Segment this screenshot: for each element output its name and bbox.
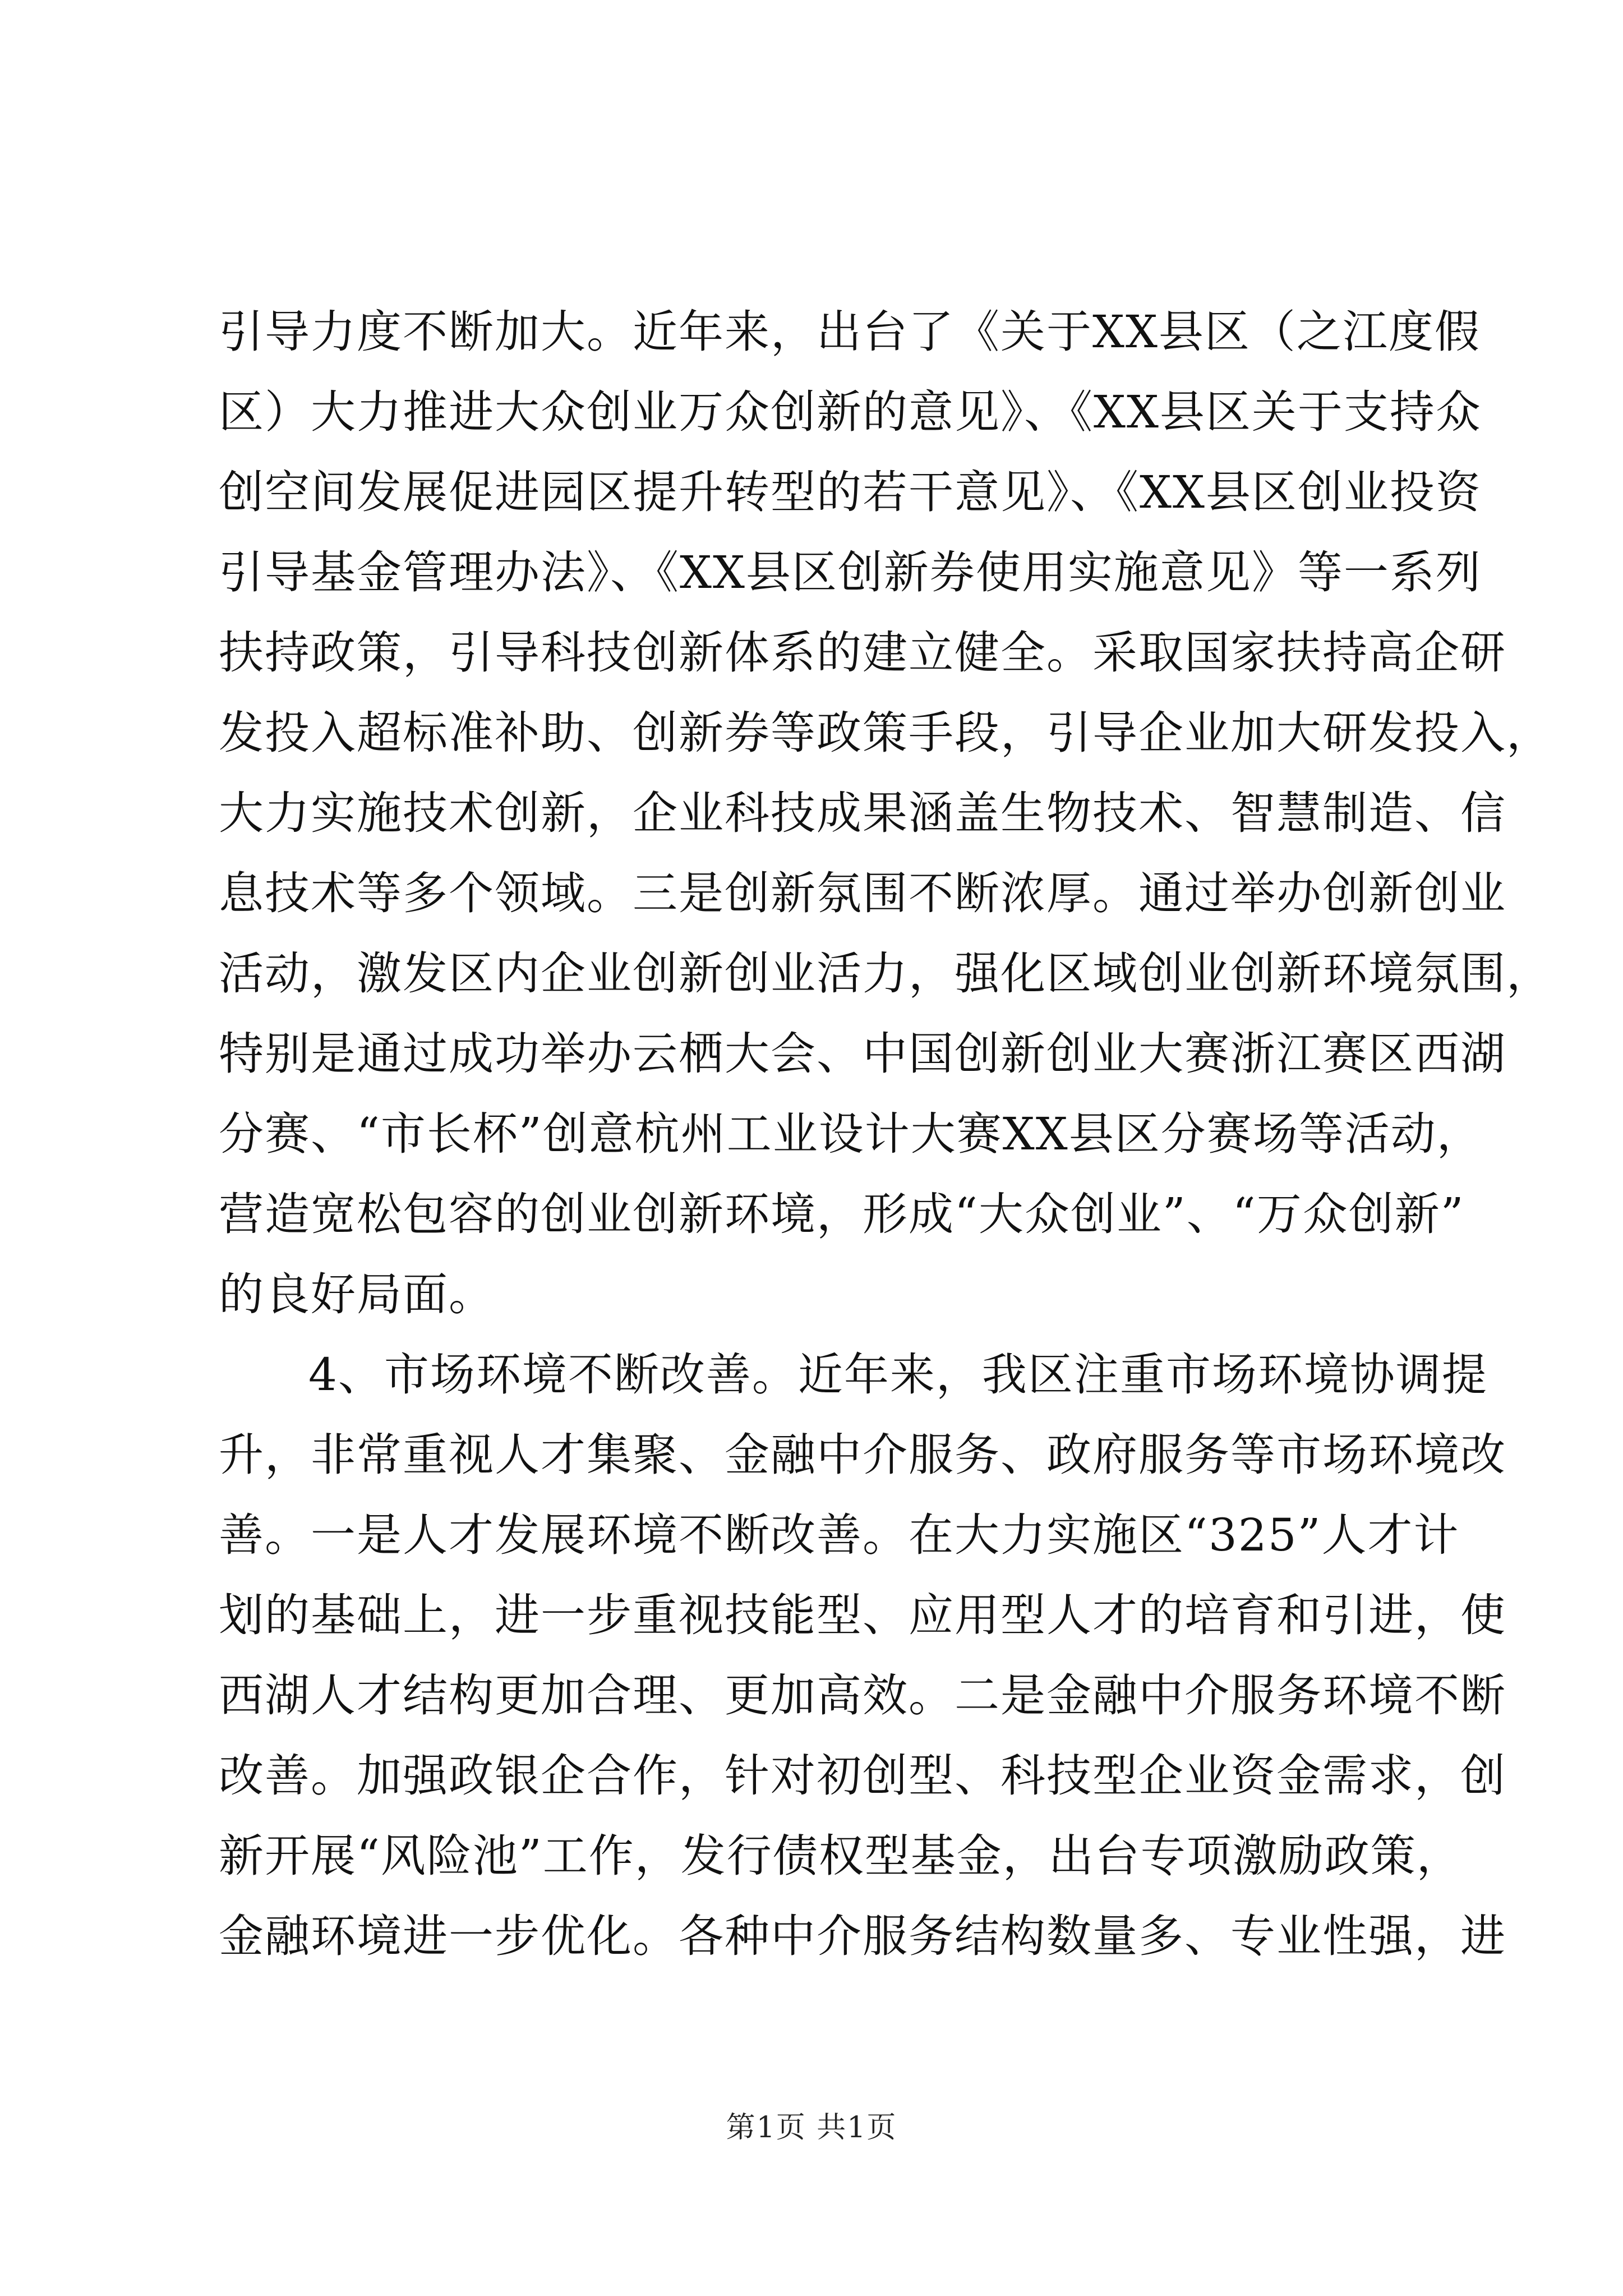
page-footer (0, 2104, 1623, 2146)
text-line: 金融环境进一步优化。各种中介服务结构数量多、专业性强，进 (219, 1910, 1506, 1962)
text-line: 改善。加强政银企合作，针对初创型、科技型企业资金需求，创 (219, 1750, 1506, 1802)
text-line: 划的基础上，进一步重视技能型、应用型人才的培育和引进，使 (219, 1589, 1506, 1641)
text-line: 升，非常重视人才集聚、金融中介服务、政府服务等市场环境改 (219, 1429, 1506, 1481)
page-number-label: 第1页 共1页 (726, 2111, 897, 2145)
paragraph-1 (219, 292, 1552, 1335)
document-body (219, 292, 1552, 1976)
text-line: 特别是通过成功举办云栖大会、中国创新创业大赛浙江赛区西湖 (219, 1028, 1506, 1080)
text-line: 区）大力推进大众创业万众创新的意见》、《XX县区关于支持众 (219, 386, 1482, 438)
text-line: 发投入超标准补助、创新券等政策手段，引导企业加大研发投入， (219, 707, 1552, 759)
text-line: 西湖人才结构更加合理、更加高效。二是金融中介服务环境不断 (219, 1669, 1506, 1722)
paragraph-2 (219, 1335, 1506, 1976)
text-line: 引导力度不断加大。近年来，出台了《关于XX县区（之江度假 (219, 306, 1481, 358)
text-line: 善。一是人才发展环境不断改善。在大力实施区“325”人才计 (219, 1509, 1460, 1561)
text-line: 创空间发展促进园区提升转型的若干意见》、《XX县区创业投资 (219, 466, 1482, 518)
text-line: 大力实施技术创新，企业科技成果涵盖生物技术、智慧制造、信 (219, 787, 1506, 839)
text-line: 新开展“风险池”工作，发行债权型基金，出台专项激励政策， (219, 1830, 1463, 1882)
text-line: 扶持政策，引导科技创新体系的建立健全。采取国家扶持高企研 (219, 627, 1506, 679)
text-line: 活动，激发区内企业创新创业活力，强化区域创业创新环境氛围， (219, 947, 1552, 1000)
text-line: 分赛、“市长杯”创意杭州工业设计大赛XX县区分赛场等活动， (219, 1108, 1483, 1160)
text-line: 引导基金管理办法》、《XX县区创新券使用实施意见》等一系列 (219, 546, 1482, 599)
text-line: 营造宽松包容的创业创新环境，形成“大众创业”、“万众创新” (219, 1188, 1465, 1240)
text-line: 4、市场环境不断改善。近年来，我区注重市场环境协调提 (308, 1349, 1488, 1401)
text-line: 息技术等多个领域。三是创新氛围不断浓厚。通过举办创新创业 (219, 867, 1506, 919)
text-line: 的良好局面。 (219, 1268, 495, 1320)
